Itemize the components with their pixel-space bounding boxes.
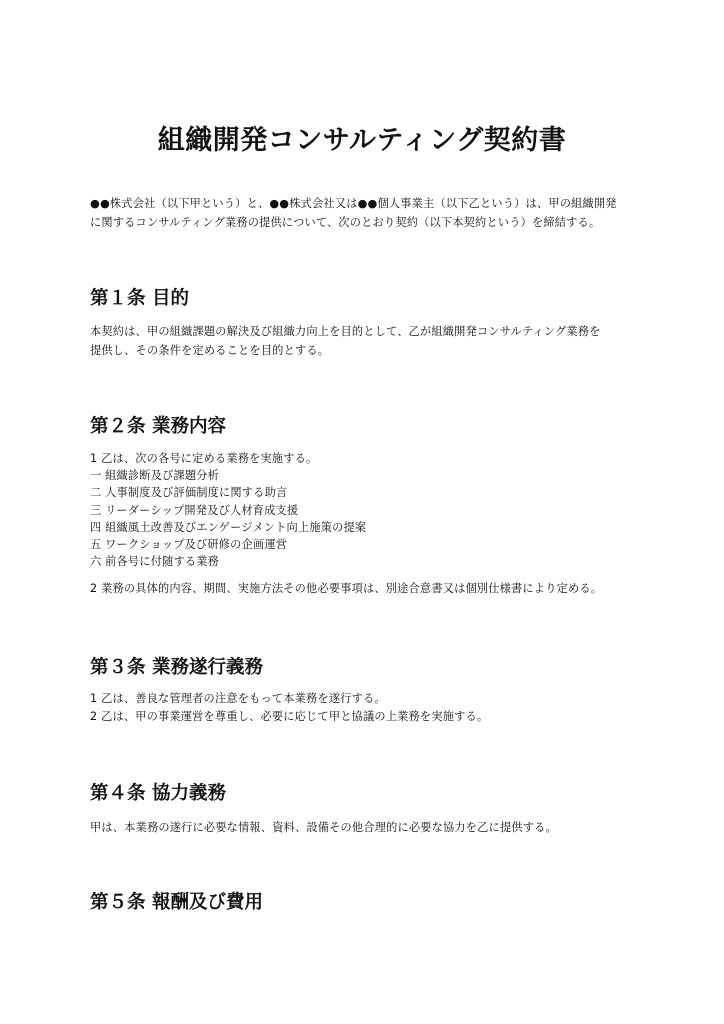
article-1-line: 本契約は、甲の組織課題の解決及び組織力向上を目的として、乙が組織開発コンサルティング業務を: [90, 325, 601, 338]
article-2-item: 三 リーダーシップ開発及び人材育成支援: [90, 503, 299, 517]
article-4-body: [90, 818, 650, 837]
article-4-line: 甲は、本業務の遂行に必要な情報、資料、設備その他合理的に必要な協力を乙に提供する。: [90, 821, 557, 834]
article-2-item: 四 組織風土改善及びエンゲージメント向上施策の提案: [90, 520, 367, 534]
article-1-body: [90, 322, 650, 360]
preamble-line: ●●株式会社（以下甲という）と、●●株式会社又は●●個人事業主（以下乙という）は、甲の組織開発: [90, 197, 617, 210]
preamble: [90, 194, 650, 232]
document-title: 組織開発コンサルティング契約書: [157, 125, 567, 156]
preamble-line: に関するコンサルティング業務の提供について、次のとおり契約（以下本契約という）を締結する。: [90, 216, 601, 229]
article-2-line: 2 業務の具体的内容、期間、実施方法その他必要事項は、別途合意書又は個別仕様書により定める。: [90, 582, 603, 595]
article-1-line: 提供し、その条件を定めることを目的とする。: [90, 344, 330, 357]
article-2-body: [90, 450, 650, 570]
article-4-heading: 第４条 協力義務: [90, 783, 226, 804]
article-2-line: 1 乙は、次の各号に定める業務を実施する。: [90, 452, 318, 465]
article-2-body-2: [90, 579, 650, 598]
article-1-heading: 第１条 目的: [90, 288, 189, 309]
article-2-item: 一 組織診断及び課題分析: [90, 469, 220, 483]
article-3-line: 1 乙は、善良な管理者の注意をもって本業務を遂行する。: [90, 692, 386, 705]
article-3-heading: 第３条 業務遂行義務: [90, 657, 263, 678]
article-2-heading: 第２条 業務内容: [90, 416, 226, 437]
article-3-body: [90, 690, 650, 726]
article-5-heading: 第５条 報酬及び費用: [90, 892, 263, 913]
article-2-item: 六 前各号に付随する業務: [90, 555, 220, 569]
article-2-item: 二 人事制度及び評価制度に関する助言: [90, 486, 288, 500]
article-2-item: 五 ワークショップ及び研修の企画運営: [90, 538, 288, 552]
article-3-line: 2 乙は、甲の事業運営を尊重し、必要に応じて甲と協議の上業務を実施する。: [90, 710, 489, 723]
